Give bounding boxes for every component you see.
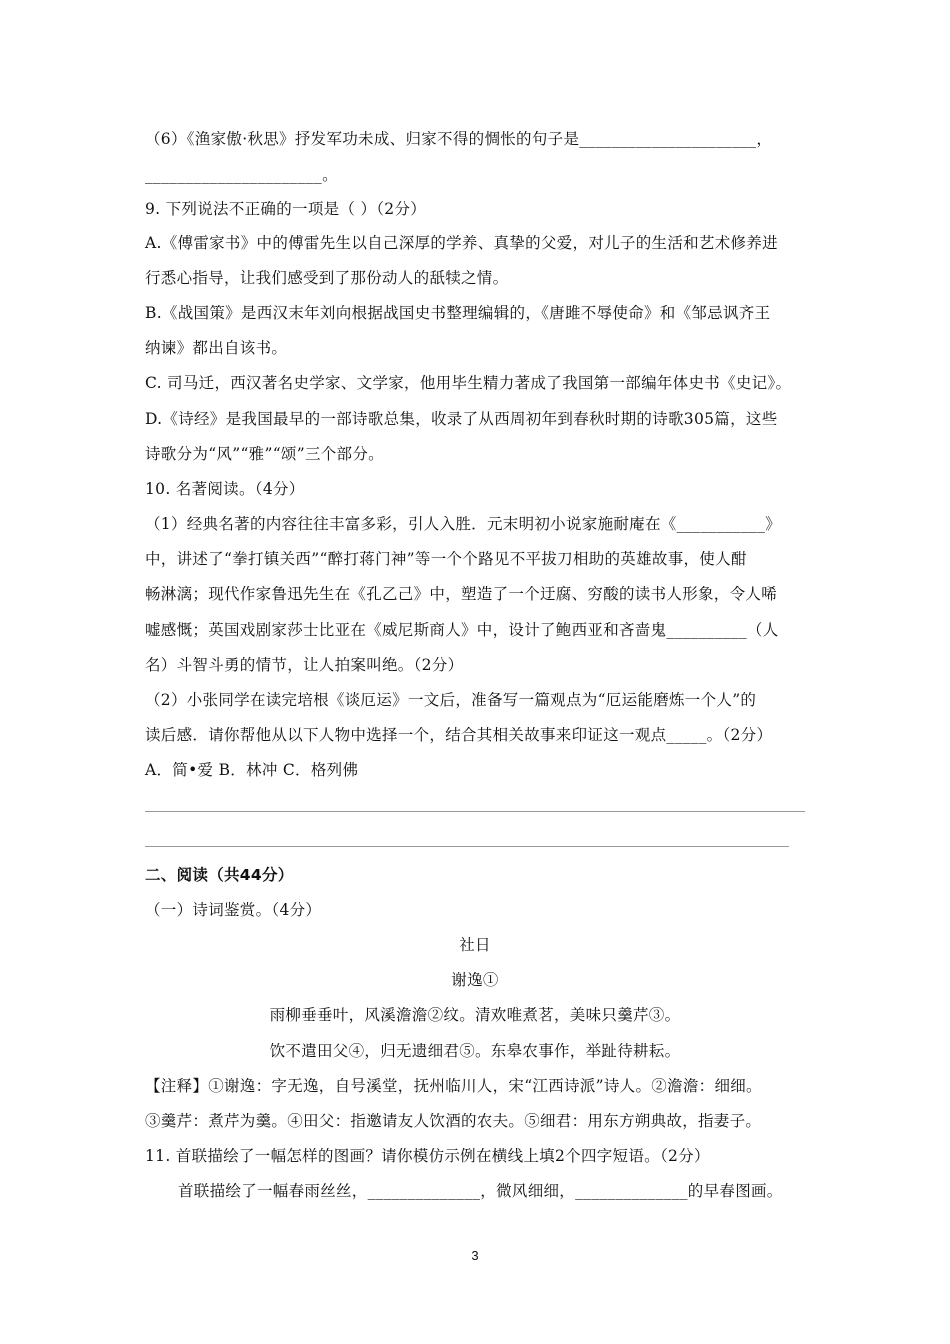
q9-option-a-line1: A.《傅雷家书》中的傅雷先生以自己深厚的学养、真挚的父爱，对儿子的生活和艺术修养进 bbox=[145, 234, 778, 252]
poem-title: 社日 bbox=[459, 936, 491, 954]
q10-stem: 10. 名著阅读。（4分） bbox=[145, 480, 305, 498]
section-title: 二、阅读（共44分） bbox=[145, 866, 294, 884]
q10-1-line5: 名）斗智斗勇的情节，让人拍案叫绝。（2分） bbox=[145, 656, 464, 674]
q9-option-b-line2: 纳谏》都出自该书。 bbox=[145, 339, 288, 357]
q10-2-options: A．简•爱 B．林冲 C．格列佛 bbox=[145, 761, 359, 779]
q9-option-b-line1: B.《战国策》是西汉末年刘向根据战国史书整理编辑的，《唐雎不辱使命》和《邹忌讽齐王 bbox=[145, 304, 771, 322]
q11-stem: 11. 首联描绘了一幅怎样的图画？请你模仿示例在横线上填2个四字短语。（2分） bbox=[145, 1147, 710, 1165]
q10-1-line3: 畅淋漓；现代作家鲁迅先生在《孔乙己》中，塑造了一个迂腐、穷酸的读书人形象，令人唏 bbox=[145, 585, 778, 603]
q11-answer-line: 首联描绘了一幅春雨丝丝，______________，微风细细，______________的早春图画。 bbox=[178, 1182, 783, 1200]
q9-option-d-line2: 诗歌分为“风”“雅”“颂”三个部分。 bbox=[145, 445, 384, 463]
poem-author: 谢逸① bbox=[451, 971, 499, 989]
answer-line-2 bbox=[145, 846, 789, 847]
answer-line-1 bbox=[145, 811, 805, 812]
notes-line-2: ③羹芹：煮芹为羹。④田父：指邀请友人饮酒的农夫。⑤细君：用东方朔典故，指妻子。 bbox=[145, 1112, 762, 1130]
q9-option-a-line2: 行悉心指导，让我们感受到了那份动人的舐犊之情。 bbox=[145, 269, 509, 287]
q10-2-line2: 读后感．请你帮他从以下人物中选择一个，结合其相关故事来印证这一观点_____。（2分） bbox=[145, 726, 773, 744]
poem-line-1: 雨柳垂垂叶，风溪澹澹②纹。清欢唯煮茗，美味只羹芹③。 bbox=[269, 1006, 681, 1024]
notes-line-1: 【注释】①谢逸：字无逸，自号溪堂，抚州临川人，宋“江西诗派”诗人。②澹澹：细细。 bbox=[145, 1077, 762, 1095]
page-number: 3 bbox=[471, 1248, 479, 1263]
poem-line-2: 饮不遣田父④，归无遗细君⑤。东皋农事作，举趾待耕耘。 bbox=[269, 1042, 681, 1060]
q9-option-c: C. 司马迁，西汉著名史学家、文学家，他用毕生精力著成了我国第一部编年体史书《史记》。 bbox=[145, 374, 792, 392]
q9-option-d-line1: D.《诗经》是我国最早的一部诗歌总集，收录了从西周初年到春秋时期的诗歌305篇，这些 bbox=[145, 410, 778, 428]
q10-2-line1: （2）小张同学在读完培根《谈厄运》一文后，准备写一篇观点为“厄运能磨炼一个人”的 bbox=[145, 691, 757, 709]
q10-1-line1: （1）经典名著的内容往往丰富多彩，引人入胜．元末明初小说家施耐庵在《___________》 bbox=[145, 515, 781, 533]
q9-stem: 9. 下列说法不正确的一项是（ ）（2分） bbox=[145, 200, 427, 218]
q8-6-line2: ______________________。 bbox=[145, 166, 338, 184]
q10-1-line2: 中，讲述了“拳打镇关西”“醉打蒋门神”等一个个路见不平拔刀相助的英雄故事，使人酣 bbox=[145, 550, 747, 568]
q10-1-line4: 嘘感慨；英国戏剧家莎士比亚在《威尼斯商人》中，设计了鲍西亚和吝啬鬼__________（人 bbox=[145, 621, 779, 639]
q8-6-line1: （6）《渔家傲·秋思》抒发军功未成、归家不得的惆怅的句子是______________________， bbox=[145, 130, 773, 148]
poem-subsection-title: （一）诗词鉴赏。（4分） bbox=[145, 901, 322, 919]
